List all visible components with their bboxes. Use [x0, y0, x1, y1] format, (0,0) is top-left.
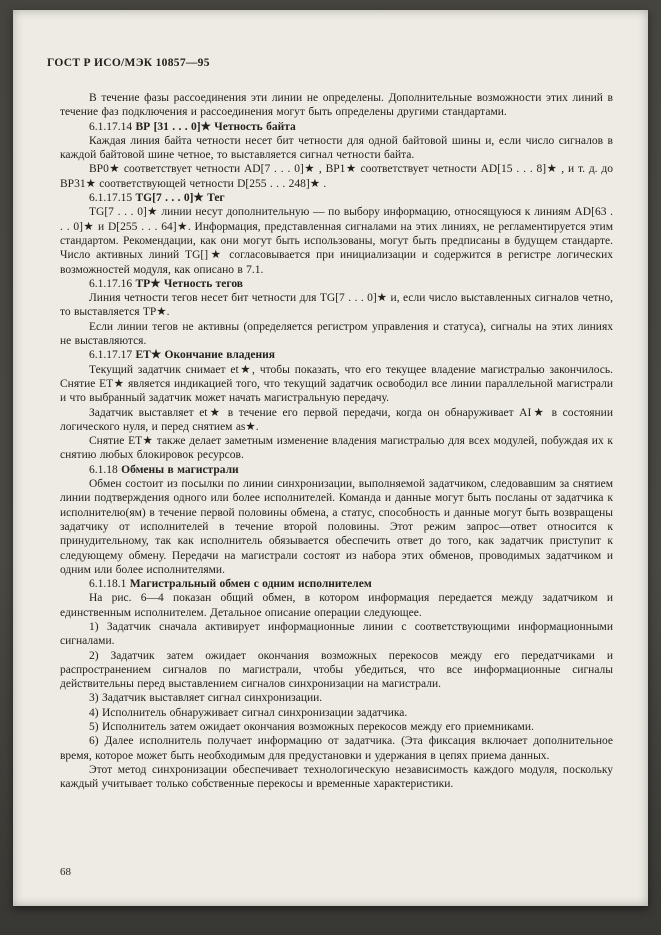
paragraph: ВР0★ соответствует четности AD[7 . . . 0]★ , ВР1★ соответствует четности AD[15 . . . 8]★ , и т. д. до ВР31★ соответствующей четности D[255 . . . 248]★ . [60, 163, 613, 190]
page-number: 68 [60, 866, 71, 878]
section-title: TG[7 . . . 0]★ Тег [135, 192, 225, 205]
section-heading [60, 120, 613, 134]
section-heading [60, 577, 613, 591]
document-body [60, 91, 613, 792]
section-heading [60, 463, 613, 477]
section-number: 6.1.17.14 [89, 120, 136, 133]
paragraph: 4) Исполнитель обнаруживает сигнал синхронизации задатчика. [89, 706, 408, 719]
section-number: 6.1.17.15 [89, 192, 136, 205]
paragraph: Линия четности тегов несет бит четности для TG[7 . . . 0]★ и, если число выставленных сигналов четно, то выставляется ТР★. [60, 292, 613, 319]
section-title: Магистральный обмен с одним исполнителем [129, 578, 372, 591]
section-title: ВР [31 . . . 0]★ Четность байта [135, 120, 296, 133]
paragraph: Каждая линия байта четности несет бит четности для одной байтовой шины и, если число сигналов в каждой байтовой шине четное, то выставляется сигнал четности байта. [60, 134, 613, 162]
document-header: ГОСТ Р ИСО/МЭК 10857—95 [47, 57, 210, 69]
paragraph: 6) Далее исполнитель получает информацию от задатчика. (Эта фиксация включает дополнительное время, которое может быть необходимым для предустановки и удержания в цепях приема данных. [60, 735, 613, 762]
document-page [13, 10, 648, 906]
section-heading [60, 348, 613, 362]
paragraph: 1) Задатчик сначала активирует информационные линии с соответствующими информационными сигналами. [60, 620, 613, 648]
paragraph: 5) Исполнитель затем ожидает окончания возможных перекосов между его приемниками. [89, 721, 534, 734]
paragraph: Снятие ЕТ★ также делает заметным изменение владения магистралью для всех модулей, побуждая их к снятию любых блокировок ресурсов. [60, 435, 613, 462]
section-number: 6.1.18.1 [89, 578, 130, 591]
section-number: 6.1.17.17 [89, 349, 136, 362]
paragraph: На рис. 6—4 показан общий обмен, в котором информация передается между задатчиком и единственным исполнителем. Детальное описание операции следующее. [60, 592, 613, 619]
section-heading [60, 277, 613, 291]
paragraph: Текущий задатчик снимает et★, чтобы показать, что его текущее владение магистралью закончилось. Снятие ЕТ★ является индикацией того, что текущий задатчик освободил все линии параллельной магистрали и что выбранный задатчик может начать магистральную передачу. [60, 363, 613, 405]
section-title: ЕТ★ Окончание владения [135, 349, 275, 362]
section-heading [60, 191, 613, 205]
section-number: 6.1.17.16 [89, 277, 136, 290]
paragraph: Задатчик выставляет et★ в течение его первой передачи, когда он обнаруживает AI★ в состоянии логического нуля, и перед снятием as★. [60, 406, 613, 433]
section-number: 6.1.18 [89, 463, 122, 476]
paragraph: 3) Задатчик выставляет сигнал синхронизации. [89, 692, 323, 705]
section-title: ТР★ Четность тегов [135, 277, 244, 290]
paragraph: 2) Задатчик затем ожидает окончания возможных перекосов между его передатчиками и распространением сигналов по магистрали, чтобы убедиться, что все информационные сигналы действительны перед выставлением сигналов синхронизации на магистрали. [60, 649, 613, 691]
paragraph: В течение фазы рассоединения эти линии не определены. Дополнительные возможности этих линий в течение фаз подключения и рассоединения могут быть определены другими стандартами. [60, 92, 613, 119]
paragraph: TG[7 . . . 0]★ линии несут дополнительную — по выбору информацию, относящуюся к линиям AD[63 . . . 0]★ и D[255 . . . 64]★. Информация, представленная сигналами на этих линиях, не регламентируется этим стандартом. Рекомендации, как они могут быть использованы, могут быть предписаны в будущем стандарте. Число активных линий TG[]★ согласовывается при инициализации и содержится в регистре логических возможностей модуля, как описано в 7.1. [60, 206, 613, 276]
paragraph: Если линии тегов не активны (определяется регистром управления и статуса), сигналы на этих линиях не выставляются. [60, 320, 613, 348]
paragraph: Обмен состоит из посылки по линии синхронизации, выполняемой задатчиком, следовавшим за снятием линии подтверждения одного или более исполнителей. Команда и данные могут быть посланы от задатчика к исполнителю(ям) в течение первой половины обмена, а статус, способность и данные могут быть возвращены задатчику от исполнителей в течение второй половины. Этот режим запрос—ответ относится к принудительному, так как исполнитель обязывается обеспечить ответ до того, как задатчик приступит к следующему обмену. Передачи на магистрали состоят из набора этих обменов, проводимых задатчиком и одним или более исполнителями. [60, 478, 613, 576]
section-title: Обмены в магистрали [121, 463, 239, 476]
paragraph: Этот метод синхронизации обеспечивает технологическую независимость каждого модуля, поскольку каждый учитывает только собственные перекосы и временные характеристики. [60, 763, 613, 791]
